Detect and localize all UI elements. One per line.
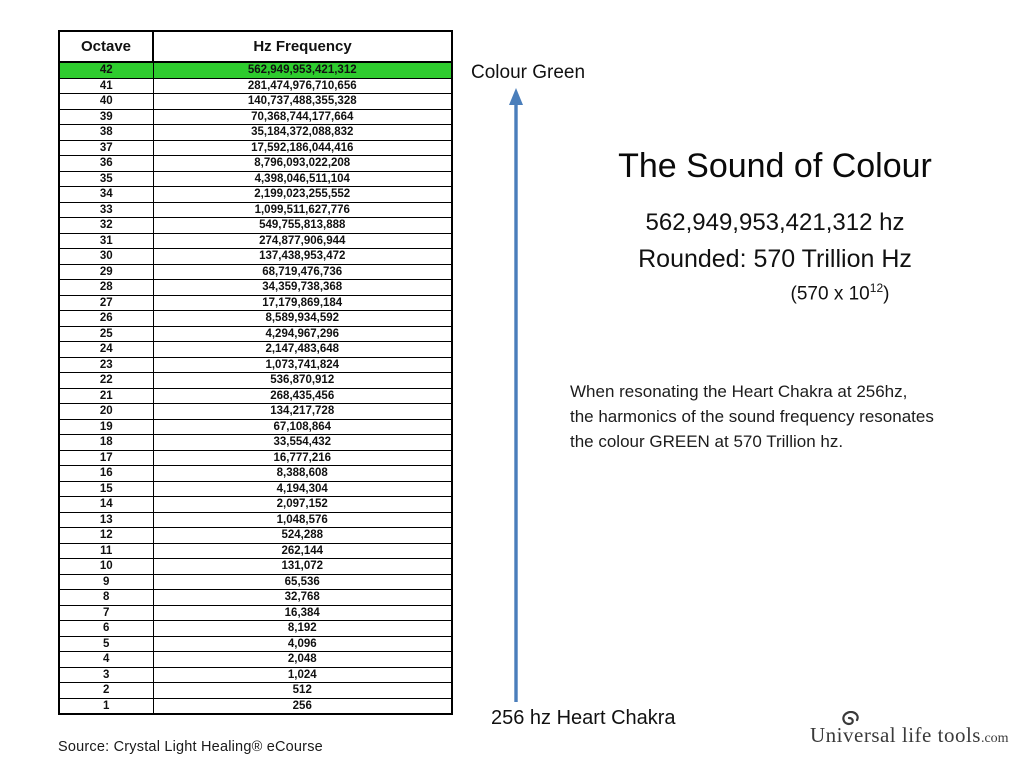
scientific-notation [620,281,1024,305]
octave-cell: 37 [59,140,153,156]
rounded-frequency: Rounded: 570 Trillion Hz [638,245,912,273]
frequency-cell: 4,096 [153,636,452,652]
octave-cell: 16 [59,466,153,482]
frequency-cell: 137,438,953,472 [153,249,452,265]
octave-cell: 41 [59,78,153,94]
octave-cell: 26 [59,311,153,327]
octave-cell: 39 [59,109,153,125]
octave-frequency-table [58,30,453,715]
table-row [59,156,452,172]
table-row [59,621,452,637]
frequency-cell: 274,877,906,944 [153,233,452,249]
table-row [59,311,452,327]
table-row [59,528,452,544]
table-row [59,357,452,373]
frequency-cell: 524,288 [153,528,452,544]
table-row [59,605,452,621]
table-row [59,574,452,590]
logo-tld: .com [980,731,1009,746]
table-row [59,419,452,435]
table-row [59,187,452,203]
octave-cell: 19 [59,419,153,435]
logo-part1: Uni [810,723,843,747]
table-row [59,218,452,234]
description-line: the harmonics of the sound frequency resonates [570,407,934,426]
octave-cell: 10 [59,559,153,575]
octave-cell: 5 [59,636,153,652]
frequency-cell: 32,768 [153,590,452,606]
page-title: The Sound of Colour [618,147,932,185]
octave-cell: 9 [59,574,153,590]
table-row [59,373,452,389]
table-row [59,404,452,420]
universal-life-tools-logo [810,723,1009,748]
octave-cell: 38 [59,125,153,141]
source-text: Source: Crystal Light Healing® eCourse [58,739,323,755]
frequency-cell: 536,870,912 [153,373,452,389]
frequency-cell: 8,796,093,022,208 [153,156,452,172]
table-row [59,125,452,141]
octave-cell: 6 [59,621,153,637]
octave-cell: 32 [59,218,153,234]
table-row [59,512,452,528]
frequency-cell: 549,755,813,888 [153,218,452,234]
swirl-icon [837,711,863,729]
frequency-cell: 70,368,744,177,664 [153,109,452,125]
frequency-cell: 2,048 [153,652,452,668]
table-row [59,559,452,575]
table-row [59,450,452,466]
table-row [59,481,452,497]
table-row [59,466,452,482]
octave-cell: 23 [59,357,153,373]
frequency-cell: 1,024 [153,667,452,683]
table-row [59,280,452,296]
sci-exponent: 12 [869,281,884,295]
table-row [59,497,452,513]
octave-cell: 13 [59,512,153,528]
table-row [59,388,452,404]
table-row [59,202,452,218]
octave-cell: 15 [59,481,153,497]
table-row [59,249,452,265]
table-row [59,171,452,187]
octave-cell: 42 [59,62,153,78]
table-row [59,140,452,156]
octave-cell: 21 [59,388,153,404]
logo-text [810,723,981,747]
table-row [59,94,452,110]
frequency-cell: 2,199,023,255,552 [153,187,452,203]
octave-cell: 31 [59,233,153,249]
table-row [59,683,452,699]
table-row [59,698,452,714]
table-row [59,295,452,311]
frequency-cell: 8,388,608 [153,466,452,482]
octave-cell: 22 [59,373,153,389]
frequency-cell: 16,384 [153,605,452,621]
octave-cell: 8 [59,590,153,606]
colour-green-label: Colour Green [471,62,586,83]
table-row [59,667,452,683]
heart-chakra-label: 256 hz Heart Chakra [491,707,676,729]
frequency-cell: 140,737,488,355,328 [153,94,452,110]
octave-cell: 20 [59,404,153,420]
frequency-cell: 262,144 [153,543,452,559]
octave-cell: 14 [59,497,153,513]
table-header-row [59,31,452,62]
octave-table-body [59,62,452,714]
sci-prefix: (570 x 10 [790,283,870,305]
octave-cell: 24 [59,342,153,358]
frequency-cell: 33,554,432 [153,435,452,451]
description-line: the colour GREEN at 570 Trillion hz. [570,432,844,451]
table-row [59,636,452,652]
frequency-cell: 16,777,216 [153,450,452,466]
description-line: When resonating the Heart Chakra at 256hz, [570,382,908,401]
table-row [59,435,452,451]
frequency-cell: 35,184,372,088,832 [153,125,452,141]
frequency-cell: 256 [153,698,452,714]
frequency-cell: 131,072 [153,559,452,575]
octave-cell: 33 [59,202,153,218]
frequency-cell: 67,108,864 [153,419,452,435]
octave-cell: 29 [59,264,153,280]
table-row [59,652,452,668]
logo-v: v [843,723,854,747]
table-row [59,342,452,358]
octave-cell: 11 [59,543,153,559]
frequency-cell: 2,097,152 [153,497,452,513]
frequency-cell: 4,398,046,511,104 [153,171,452,187]
frequency-column-header: Hz Frequency [153,31,452,62]
table-row [59,264,452,280]
description [570,379,934,454]
octave-cell: 27 [59,295,153,311]
octave-cell: 30 [59,249,153,265]
octave-cell: 4 [59,652,153,668]
octave-cell: 3 [59,667,153,683]
frequency-cell: 562,949,953,421,312 [153,62,452,78]
frequency-cell: 1,099,511,627,776 [153,202,452,218]
octave-cell: 12 [59,528,153,544]
octave-cell: 7 [59,605,153,621]
frequency-cell: 8,192 [153,621,452,637]
octave-cell: 36 [59,156,153,172]
frequency-cell: 1,073,741,824 [153,357,452,373]
frequency-cell: 2,147,483,648 [153,342,452,358]
table-row [59,543,452,559]
frequency-cell: 268,435,456 [153,388,452,404]
frequency-cell: 68,719,476,736 [153,264,452,280]
octave-cell: 1 [59,698,153,714]
up-arrow-icon [508,88,524,702]
frequency-cell: 17,179,869,184 [153,295,452,311]
octave-cell: 40 [59,94,153,110]
frequency-cell: 4,194,304 [153,481,452,497]
frequency-value: 562,949,953,421,312 hz [645,209,905,236]
table-row [59,62,452,78]
frequency-cell: 34,359,738,368 [153,280,452,296]
octave-cell: 28 [59,280,153,296]
frequency-cell: 134,217,728 [153,404,452,420]
frequency-cell: 4,294,967,296 [153,326,452,342]
frequency-cell: 281,474,976,710,656 [153,78,452,94]
frequency-cell: 1,048,576 [153,512,452,528]
octave-cell: 2 [59,683,153,699]
octave-cell: 18 [59,435,153,451]
table-row [59,109,452,125]
frequency-cell: 512 [153,683,452,699]
octave-cell: 35 [59,171,153,187]
table-row [59,233,452,249]
table-row [59,326,452,342]
table-row [59,78,452,94]
sci-suffix: ) [883,283,890,305]
octave-cell: 34 [59,187,153,203]
frequency-cell: 65,536 [153,574,452,590]
octave-cell: 25 [59,326,153,342]
frequency-cell: 8,589,934,592 [153,311,452,327]
frequency-cell: 17,592,186,044,416 [153,140,452,156]
logo-part2: ersal life tools [854,723,981,747]
octave-column-header: Octave [59,31,153,62]
octave-cell: 17 [59,450,153,466]
table-row [59,590,452,606]
